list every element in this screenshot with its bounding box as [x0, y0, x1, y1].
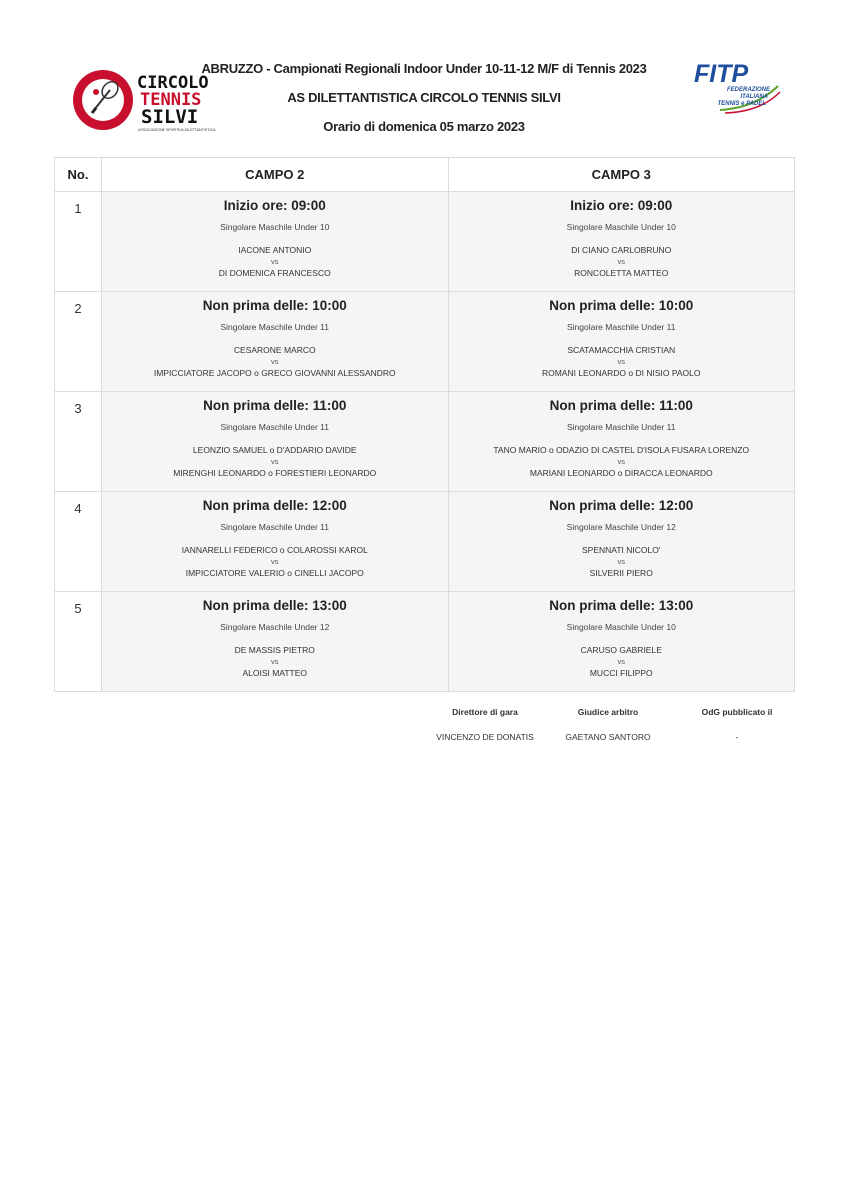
vs-label: vs — [271, 657, 279, 666]
director-label: Direttore di gara — [452, 707, 518, 717]
player-1: CARUSO GABRIELE — [580, 645, 662, 655]
match-category: Singolare Maschile Under 11 — [566, 322, 676, 332]
match-cell-campo-2 — [102, 592, 449, 692]
match-category: Singolare Maschile Under 11 — [220, 422, 329, 432]
table-row — [55, 592, 795, 692]
vs-label: vs — [617, 357, 625, 366]
match-time: Non prima delle: 10:00 — [549, 298, 694, 313]
match-category: Singolare Maschile Under 10 — [566, 222, 676, 232]
fitp-mark: FITP — [694, 60, 749, 88]
vs-label: vs — [617, 257, 625, 266]
fitp-logo — [670, 58, 785, 118]
club-logo-subtitle: ASSOCIAZIONE SPORTIVA DILETTANTISTICA — [138, 128, 216, 132]
table-header-row — [55, 158, 795, 192]
match-time: Non prima delle: 13:00 — [202, 598, 347, 613]
match-cell-campo-3 — [448, 192, 795, 292]
match-category: Singolare Maschile Under 11 — [566, 422, 676, 432]
player-2: SILVERII PIERO — [589, 568, 653, 578]
match-time: Inizio ore: 09:00 — [570, 198, 673, 213]
club-name: AS DILETTANTISTICA CIRCOLO TENNIS SILVI — [287, 90, 561, 105]
header-campo-3: CAMPO 3 — [448, 158, 795, 192]
director-value: VINCENZO DE DONATIS — [436, 732, 534, 742]
officials-values — [425, 732, 815, 742]
player-2: RONCOLETTA MATTEO — [574, 268, 669, 278]
match-cell-campo-3 — [448, 492, 795, 592]
fitp-line1: FEDERAZIONE — [726, 87, 770, 93]
player-1: TANO MARIO o ODAZIO DI CASTEL D'ISOLA FUSARA LORENZO — [493, 445, 750, 455]
match-cell-campo-2 — [102, 192, 449, 292]
published-value: - — [735, 732, 739, 742]
match-cell-campo-2 — [102, 292, 449, 392]
match-time: Non prima delle: 11:00 — [549, 398, 693, 413]
vs-label: vs — [271, 257, 279, 266]
published-label: OdG pubblicato il — [701, 707, 773, 717]
player-1: DE MASSIS PIETRO — [234, 645, 315, 655]
title-block — [170, 60, 678, 147]
tournament-title: ABRUZZO - Campionati Regionali Indoor Under 10-11-12 M/F di Tennis 2023 — [201, 61, 647, 76]
match-cell-campo-3 — [448, 592, 795, 692]
match-time: Non prima delle: 11:00 — [203, 398, 347, 413]
match-time: Inizio ore: 09:00 — [223, 198, 326, 213]
row-number: 2 — [55, 292, 102, 392]
schedule-date: Orario di domenica 05 marzo 2023 — [323, 119, 525, 134]
player-1: LEONZIO SAMUEL o D'ADDARIO DAVIDE — [192, 445, 357, 455]
match-time: Non prima delle: 10:00 — [202, 298, 347, 313]
player-2: IMPICCIATORE VALERIO o CINELLI JACOPO — [185, 568, 364, 578]
club-logo-line2: TENNIS — [140, 90, 202, 110]
club-logo-line1: CIRCOLO — [137, 73, 209, 93]
vs-label: vs — [617, 457, 625, 466]
table-row — [55, 392, 795, 492]
match-time: Non prima delle: 13:00 — [549, 598, 694, 613]
vs-label: vs — [617, 657, 625, 666]
club-logo-line3: SILVI — [141, 106, 199, 128]
player-1: SPENNATI NICOLO' — [582, 545, 661, 555]
row-number: 5 — [55, 592, 102, 692]
match-cell-campo-3 — [448, 292, 795, 392]
player-1: SCATAMACCHIA CRISTIAN — [567, 345, 676, 355]
match-category: Singolare Maschile Under 11 — [220, 522, 329, 532]
match-category: Singolare Maschile Under 12 — [566, 522, 676, 532]
player-2: ALOISI MATTEO — [242, 668, 308, 678]
officials-footer — [425, 706, 815, 742]
match-cell-campo-2 — [102, 492, 449, 592]
match-time: Non prima delle: 12:00 — [202, 498, 347, 513]
table-row — [55, 492, 795, 592]
player-1: CESARONE MARCO — [233, 345, 316, 355]
header-no: No. — [55, 158, 102, 192]
player-1: IACONE ANTONIO — [238, 245, 312, 255]
player-1: DI CIANO CARLOBRUNO — [571, 245, 672, 255]
match-category: Singolare Maschile Under 10 — [220, 222, 330, 232]
row-number: 3 — [55, 392, 102, 492]
player-1: IANNARELLI FEDERICO o COLAROSSI KAROL — [181, 545, 368, 555]
row-number: 1 — [55, 192, 102, 292]
player-2: ROMANI LEONARDO o DI NISIO PAOLO — [541, 368, 701, 378]
fitp-line2: ITALIANA — [740, 94, 768, 100]
page-header — [0, 0, 848, 150]
match-category: Singolare Maschile Under 10 — [566, 622, 676, 632]
player-2: MUCCI FILIPPO — [589, 668, 653, 678]
match-cell-campo-3 — [448, 392, 795, 492]
fitp-line3: TENNIS e PADEL — [717, 101, 766, 107]
match-category: Singolare Maschile Under 12 — [220, 622, 330, 632]
vs-label: vs — [617, 557, 625, 566]
match-category: Singolare Maschile Under 11 — [220, 322, 329, 332]
player-2: IMPICCIATORE JACOPO o GRECO GIOVANNI ALESSANDRO — [153, 368, 396, 378]
vs-label: vs — [271, 557, 279, 566]
row-number: 4 — [55, 492, 102, 592]
vs-label: vs — [271, 357, 279, 366]
referee-value: GAETANO SANTORO — [565, 732, 651, 742]
officials-labels — [425, 706, 815, 732]
match-cell-campo-2 — [102, 392, 449, 492]
schedule-table — [54, 157, 795, 692]
player-2: DI DOMENICA FRANCESCO — [218, 268, 331, 278]
vs-label: vs — [271, 457, 279, 466]
match-time: Non prima delle: 12:00 — [549, 498, 694, 513]
player-2: MIRENGHI LEONARDO o FORESTIERI LEONARDO — [173, 468, 377, 478]
referee-label: Giudice arbitro — [577, 707, 639, 717]
player-2: MARIANI LEONARDO o DIRACCA LEONARDO — [529, 468, 713, 478]
table-row — [55, 192, 795, 292]
header-campo-2: CAMPO 2 — [102, 158, 449, 192]
table-row — [55, 292, 795, 392]
